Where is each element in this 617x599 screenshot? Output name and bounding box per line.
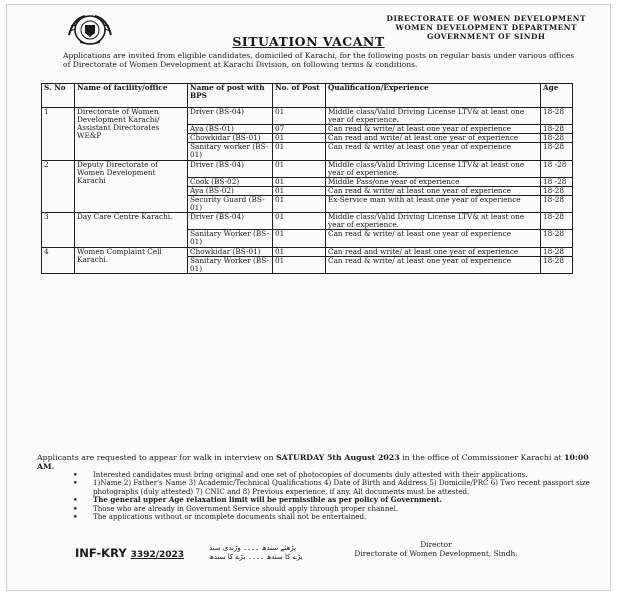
table-row xyxy=(42,160,573,177)
list-item xyxy=(73,513,593,521)
signoff-title: Director xyxy=(420,540,452,549)
age-cell: 18-28 xyxy=(541,186,573,195)
facility-cell: Deputy Directorate of Women Development Karachi xyxy=(75,160,188,213)
count-cell: 01 xyxy=(273,160,326,177)
header-age: Age xyxy=(541,84,573,108)
count-cell: 01 xyxy=(273,256,326,273)
qualification-cell: Middle class/Valid Driving License LTV& at least one year of experience. xyxy=(326,108,541,125)
qualification-cell: Middle Pass/one year of experience xyxy=(326,177,541,186)
post-cell: Chowkidar (BS-01) xyxy=(188,247,273,256)
count-cell: 01 xyxy=(273,230,326,247)
urdu-line-1: پڑھئے سندھ ۔۔۔۔ وڑندی سنڌ xyxy=(209,544,297,552)
page-title: SITUATION VACANT xyxy=(232,34,385,49)
sno-cell: 2 xyxy=(42,160,75,213)
urdu-slogan xyxy=(209,544,303,562)
sno-cell: 4 xyxy=(42,247,75,273)
term-text: Interested candidates must bring original and one set of photocopies of documents duly attested with their applications. xyxy=(93,470,528,479)
bullet-icon: • xyxy=(73,495,78,505)
walk-in-text: Applicants are requested to appear for walk in interview on xyxy=(37,453,274,462)
qualification-cell: Can read & write/ at least one year of experience xyxy=(326,256,541,273)
post-cell: Chowkidar (BS-01) xyxy=(188,134,273,143)
post-cell: Sanitary Worker (BS-01) xyxy=(188,256,273,273)
post-cell: Aya (BS-01) xyxy=(188,125,273,134)
age-cell: 18-28 xyxy=(541,256,573,273)
count-cell: 01 xyxy=(273,213,326,230)
count-cell: 01 xyxy=(273,134,326,143)
table-row xyxy=(42,108,573,125)
post-cell: Aya (BS-02) xyxy=(188,186,273,195)
org-line-1: DIRECTORATE OF WOMEN DEVELOPMENT xyxy=(386,14,586,23)
sno-cell: 1 xyxy=(42,108,75,161)
bullet-icon: • xyxy=(73,470,78,479)
inf-label: INF-KRY xyxy=(75,546,127,560)
post-cell: Driver (BS-04) xyxy=(188,108,273,125)
count-cell: 01 xyxy=(273,143,326,160)
count-cell: 01 xyxy=(273,186,326,195)
term-text: The applications without or incomplete documents shall not be entertained. xyxy=(93,512,367,522)
post-cell: Security Guard (BS-01) xyxy=(188,195,273,212)
age-cell: 18-28 xyxy=(541,125,573,134)
table-row xyxy=(42,213,573,230)
age-cell: 18-28 xyxy=(541,213,573,230)
vacancy-table xyxy=(41,83,573,274)
facility-cell: Women Complaint Cell Karachi. xyxy=(75,247,188,273)
bullet-icon: • xyxy=(73,512,78,522)
count-cell: 01 xyxy=(273,177,326,186)
qualification-cell: Can read and write/ at least one year of experience xyxy=(326,134,541,143)
age-cell: 18-28 xyxy=(541,134,573,143)
qualification-cell: Middle class/Valid Driving License LTV& at least one year of experience. xyxy=(326,160,541,177)
table-row xyxy=(42,247,573,256)
count-cell: 01 xyxy=(273,195,326,212)
terms-list xyxy=(73,471,593,521)
age-cell: 18 -28 xyxy=(541,177,573,186)
age-cell: 18-28 xyxy=(541,230,573,247)
qualification-cell: Can read & write/ at least one year of experience xyxy=(326,143,541,160)
term-text: 1)Name 2) Father's Name 3) Academic/Technical Qualifications 4) Date of Birth and Address 5) Domicile/PRC 6) Two recent passport size photographs (duly attested) 7) CNIC and 8) Previous experience, if any. All documents must be attested. xyxy=(93,478,590,496)
header-post: Name of post with BPS xyxy=(188,84,273,108)
qualification-cell: Can read & write/ at least one year of experience xyxy=(326,125,541,134)
header-count: No. of Post xyxy=(273,84,326,108)
count-cell: 07 xyxy=(273,125,326,134)
post-cell: Driver (BS-04) xyxy=(188,160,273,177)
bullet-icon: • xyxy=(73,503,78,513)
count-cell: 01 xyxy=(273,108,326,125)
urdu-line-2: بڑے کا سندھ ۔۔۔۔ بڑے کا سندھ xyxy=(209,553,303,561)
signoff-office: Directorate of Women Development, Sindh. xyxy=(354,549,518,558)
org-line-3: GOVERNMENT OF SINDH xyxy=(427,32,546,41)
qualification-cell: Middle class/Valid Driving License LTV& at least one year of experience. xyxy=(326,213,541,230)
facility-cell: Day Care Centre Karachi. xyxy=(75,213,188,247)
walk-in-date: SATURDAY 5th August 2023 xyxy=(275,453,400,462)
post-cell: Sanitary Worker (BS-01) xyxy=(188,230,273,247)
facility-cell: Directorate of Women Development Karachi/ Assistant Directorates WE&P xyxy=(75,108,188,161)
sno-cell: 3 xyxy=(42,213,75,247)
term-text: Those who are already in Government Service should apply through proper channel. xyxy=(93,503,399,513)
post-cell: Sanitary worker (BS-01) xyxy=(188,143,273,160)
qualification-cell: Can read & write/ at least one year of experience xyxy=(326,186,541,195)
walk-in-notice xyxy=(37,453,592,471)
walk-in-text-2: in the office of Commissioner Karachi at xyxy=(402,453,562,462)
org-line-2: WOMEN DEVELOPMENT DEPARTMENT xyxy=(395,23,578,32)
age-cell: 18-28 xyxy=(541,143,573,160)
qualification-cell: Can read & write/ at least one year of experience xyxy=(326,230,541,247)
post-cell: Cook (BS-02) xyxy=(188,177,273,186)
header-sno: S. No xyxy=(42,84,75,108)
signoff-block xyxy=(305,540,567,558)
qualification-cell: Can read and write/ at least one year of experience xyxy=(326,247,541,256)
term-text: The general upper Age relaxation limit will be permissible as per policy of Government. xyxy=(93,495,442,505)
inf-reference xyxy=(75,546,184,560)
age-cell: 18-28 xyxy=(541,247,573,256)
post-cell: Driver (BS-04) xyxy=(188,213,273,230)
advertisement-page xyxy=(6,4,611,591)
table-header-row xyxy=(42,84,573,108)
age-cell: 18-28 xyxy=(541,108,573,125)
header-facility: Name of facility/office xyxy=(75,84,188,108)
qualification-cell: Ex-Service man with at least one year of experience xyxy=(326,195,541,212)
intro-paragraph: Applications are invited from eligible candidates, domiciled of Karachi, for the following posts on regular basis under various offices of Directorate of Women Development at Karachi Division, on following terms & conditions. xyxy=(63,51,575,70)
list-item xyxy=(73,479,593,496)
inf-code: 3392/2023 xyxy=(130,550,185,560)
walk-in-time: 10:00 AM. xyxy=(37,453,589,471)
age-cell: 18-28 xyxy=(541,195,573,212)
header-qualification: Qualification/Experience xyxy=(326,84,541,108)
count-cell: 01 xyxy=(273,247,326,256)
bullet-icon: • xyxy=(73,478,78,488)
age-cell: 18 -28 xyxy=(541,160,573,177)
